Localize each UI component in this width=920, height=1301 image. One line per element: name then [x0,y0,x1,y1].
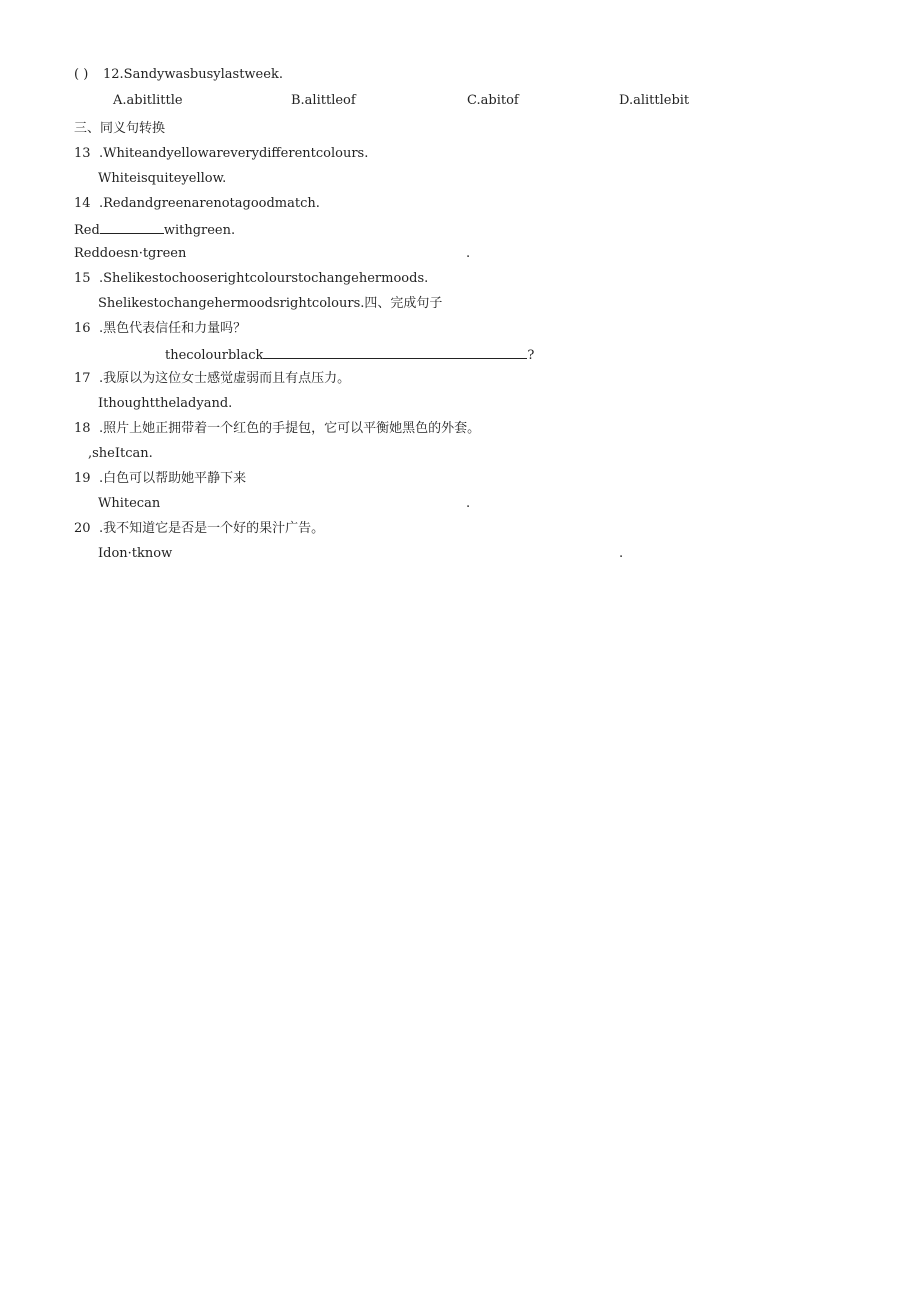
q14-answer-start: Red [74,223,100,238]
q16-answer-line [165,346,534,364]
q19-answer-line: Whitecan [98,496,161,511]
q14-line2-end: . [466,246,471,261]
q16-stem: .黑色代表信任和力量吗？ [99,321,247,336]
q18-number: 18 [74,421,91,436]
q17-stem: .我原以为这位女士感觉虚弱而且有点压力。 [99,371,351,386]
q13-answer-line: Whiteisquiteyellow. [98,171,227,186]
q12-stem: 12.Sandywasbusylastweek. [103,67,283,82]
q19-stem: .白色可以帮助她平静下来 [99,471,247,486]
q17-number: 17 [74,371,91,386]
q20-answer-line: Idon·tknow [98,546,173,561]
q16-number: 16 [74,321,91,336]
q18-answer-line: ,sheItcan. [88,446,153,461]
q15-answer-line: Shelikestochangehermoodsrightcolours.四、完成句子 [98,296,443,311]
q12-option-c: C.abitof [467,93,519,108]
q19-number: 19 [74,471,91,486]
q20-number: 20 [74,521,91,536]
q13-number: 13 [74,146,91,161]
q14-number: 14 [74,196,91,211]
q16-answer-start: thecolourblack [165,348,264,363]
section3-heading: 三、同义句转换 [74,121,166,136]
q18-stem: .照片上她正拥带着一个红色的手提包，它可以平衡她黑色的外套。 [99,421,481,436]
q12-option-a: A.abitlittle [113,93,183,108]
q16-blank[interactable] [263,346,527,359]
q15-number: 15 [74,271,91,286]
q12-option-b: B.alittleof [291,93,356,108]
q14-answer-line1 [74,221,235,239]
q14-answer-end: withgreen. [163,223,236,238]
q20-answer-end: . [619,546,624,561]
q12-option-d: D.alittlebit [619,93,690,108]
q12-paren: ( ) [74,67,89,82]
q19-answer-end: . [466,496,471,511]
q15-stem: .Shelikestochooserightcolourstochangehermoods. [99,271,429,286]
q14-answer-line2: Reddoesn·tgreen [74,246,187,261]
q16-answer-end: ? [527,348,535,363]
q20-stem: .我不知道它是否是一个好的果汁广告。 [99,521,325,536]
q17-answer-line: Ithoughttheladyand. [98,396,233,411]
q14-blank[interactable] [100,221,164,234]
q13-stem: .Whiteandyellowareverydifferentcolours. [99,146,369,161]
q14-stem: .Redandgreenarenotagoodmatch. [99,196,320,211]
